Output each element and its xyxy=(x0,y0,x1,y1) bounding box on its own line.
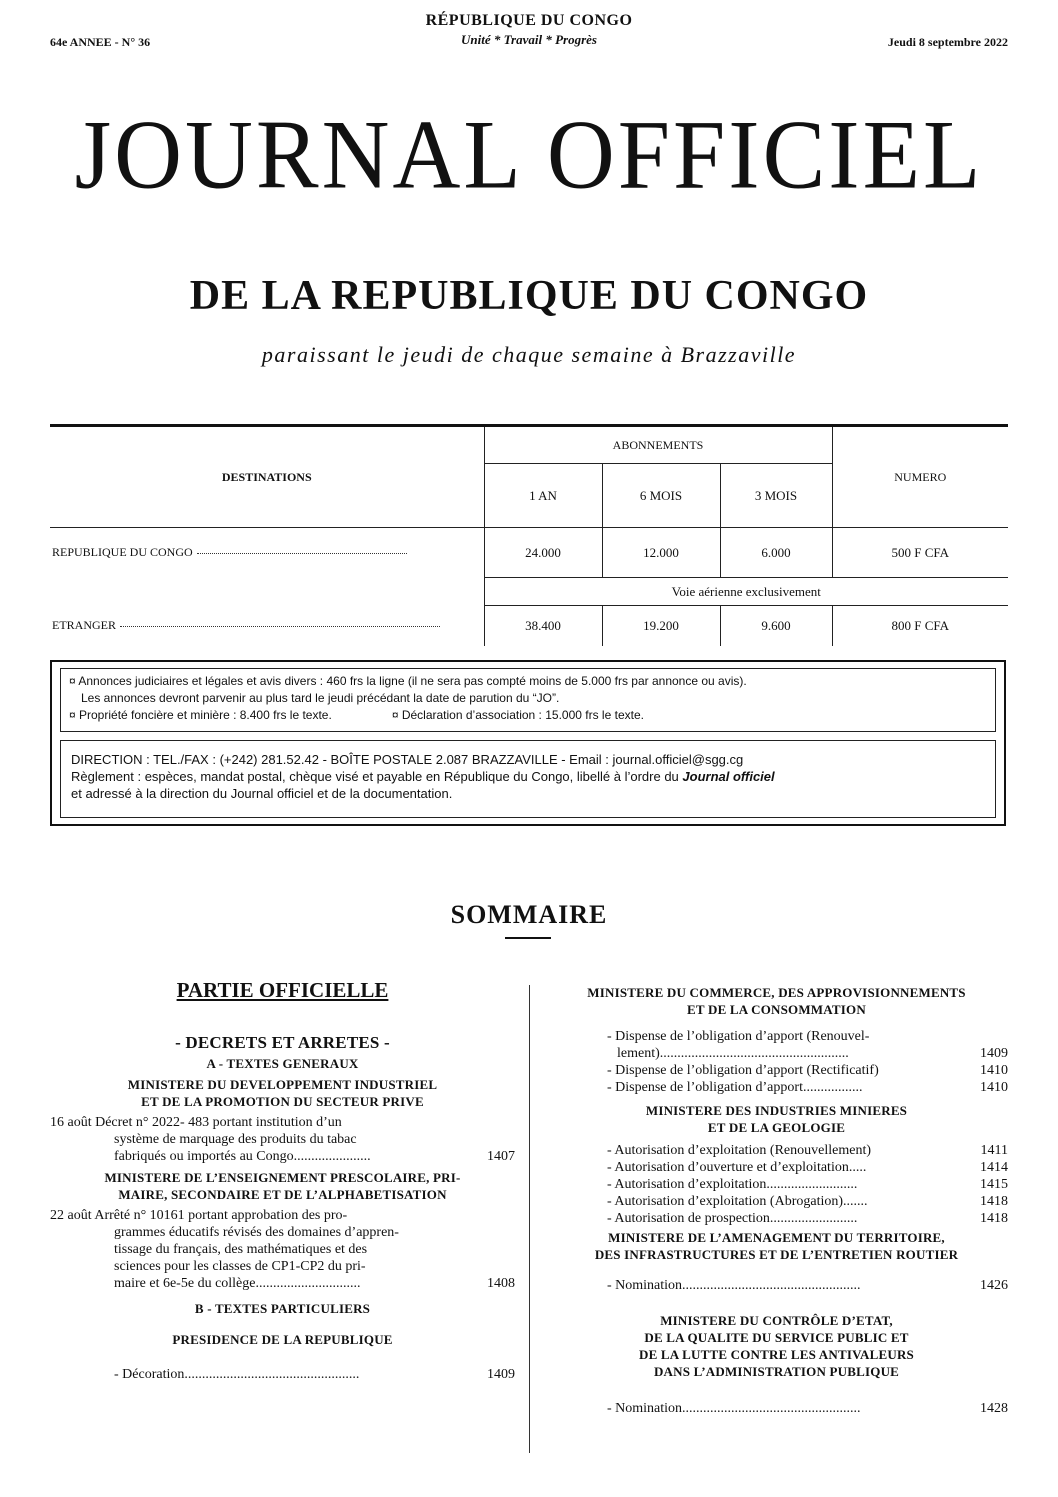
row-congo-3mois: 6.000 xyxy=(720,528,832,578)
entry-mine-2: - Autorisation d’ouverture et d’exploitation..... 1414 xyxy=(607,1160,1008,1175)
row-etranger-label: ETRANGER xyxy=(50,606,484,646)
col-abonnements: ABONNEMENTS xyxy=(484,426,832,464)
ministry-controle-3: DE LA LUTTE CONTRE LES ANTIVALEURS xyxy=(639,1347,914,1362)
ministry-controle-1: MINISTERE DU CONTRÔLE D’ETAT, xyxy=(660,1313,893,1328)
notice-line-1: ¤ Annonces judiciaires et légales et avis divers : 460 frs la ligne (il ne sera pas compté moins de 5.000 frs par annonce ou avis). xyxy=(69,674,747,688)
sommaire-heading: SOMMAIRE xyxy=(450,900,608,929)
ministry-commerce-1: MINISTERE DU COMMERCE, DES APPROVISIONNEMENTS xyxy=(587,985,966,1000)
entry-decret-483: 16 août Décret n° 2022- 483 portant institution d’un système de marquage des produits du tabac fabriqués ou importés au Congo...................... 1407 xyxy=(50,1115,515,1164)
row-congo-6mois: 12.000 xyxy=(602,528,720,578)
row-congo-numero: 500 F CFA xyxy=(832,528,1008,578)
ministry-controle-4: DANS L’ADMINISTRATION PUBLIQUE xyxy=(653,1364,900,1379)
row-congo-1an: 24.000 xyxy=(484,528,602,578)
sommaire-rule xyxy=(505,937,551,939)
textes-particuliers: B - TEXTES PARTICULIERS xyxy=(194,1301,371,1316)
entry-decoration: - Décoration.................................................. 1409 xyxy=(114,1367,515,1382)
col-destinations: DESTINATIONS xyxy=(50,426,484,528)
republic-name: RÉPUBLIQUE DU CONGO xyxy=(425,12,633,29)
notices-box xyxy=(60,668,996,732)
subscription-table xyxy=(50,424,1008,646)
entry-mine-5: - Autorisation de prospection......................... 1418 xyxy=(607,1211,1008,1226)
col-numero: NUMERO xyxy=(832,426,1008,528)
ministry-amenagement-1: MINISTERE DE L’AMENAGEMENT DU TERRITOIRE, xyxy=(608,1230,945,1245)
tagline: paraissant le jeudi de chaque semaine à Brazzaville xyxy=(261,342,797,367)
info-box xyxy=(50,660,1006,826)
direction-box xyxy=(60,740,996,818)
presidence: PRESIDENCE DE LA REPUBLIQUE xyxy=(172,1332,393,1347)
row-congo-label: REPUBLIQUE DU CONGO xyxy=(50,528,484,578)
entry-nomination-2: - Nomination................................................... 1428 xyxy=(607,1401,1008,1416)
row-etranger-1an: 38.400 xyxy=(484,606,602,646)
notice-line-2: Les annonces devront parvenir au plus tard le jeudi précédant la date de parution du “JO”. xyxy=(81,691,560,705)
ministry-amenagement-2: DES INFRASTRUCTURES ET DE L’ENTRETIEN ROUTIER xyxy=(594,1247,959,1262)
row-etranger-3mois: 9.600 xyxy=(720,606,832,646)
left-column xyxy=(50,1034,515,1383)
motto: Unité * Travail * Progrès xyxy=(460,32,597,47)
column-divider xyxy=(529,985,530,1453)
right-column xyxy=(545,984,1008,1417)
entry-dispense-2: - Dispense de l’obligation d’apport (Rectificatif) 1410 xyxy=(607,1063,1008,1078)
ministry-enseignement-2: MAIRE, SECONDAIRE ET DE L’ALPHABETISATION xyxy=(118,1187,447,1202)
col-1an: 1 AN xyxy=(484,464,602,528)
row-etranger-numero: 800 F CFA xyxy=(832,606,1008,646)
direction-line-3: et adressé à la direction du Journal officiel et de la documentation. xyxy=(71,786,453,801)
notice-line-3: ¤ Propriété foncière et minière : 8.400 frs le texte. ¤ Déclaration d’association : 15.000 frs le texte. xyxy=(69,708,644,722)
textes-generaux: A - TEXTES GENERAUX xyxy=(206,1056,359,1071)
entry-dispense-1: - Dispense de l’obligation d’apport (Renouvel- lement)...................................................... 1409 xyxy=(607,1029,1008,1061)
masthead-subtitle: DE LA REPUBLIQUE DU CONGO xyxy=(189,273,869,319)
ministry-mines-1: MINISTERE DES INDUSTRIES MINIERES xyxy=(645,1103,908,1118)
ministry-industrie-2: ET DE LA PROMOTION DU SECTEUR PRIVE xyxy=(141,1094,424,1109)
direction-line-2: Règlement : espèces, mandat postal, chèque visé et payable en République du Congo, libellé à l’ordre du Journal officiel xyxy=(71,769,775,784)
decrets-heading: - DECRETS ET ARRETES - xyxy=(175,1033,390,1052)
masthead-title: JOURNAL OFFICIEL xyxy=(74,100,984,210)
ministry-enseignement-1: MINISTERE DE L’ENSEIGNEMENT PRESCOLAIRE, PRI- xyxy=(104,1170,461,1185)
col-6mois: 6 MOIS xyxy=(602,464,720,528)
issue-date: Jeudi 8 septembre 2022 xyxy=(887,35,1008,49)
entry-mine-3: - Autorisation d’exploitation.......................... 1415 xyxy=(607,1177,1008,1192)
entry-arrete-10161: 22 août Arrêté n° 10161 portant approbation des pro- grammes éducatifs révisés des domaines d’appren- tissage du français, des mathématiques et des sciences pour les classes de CP1-CP2 du pri- maire et 6e-5e du collège.............................. 1408 xyxy=(50,1208,515,1291)
ministry-mines-2: ET DE LA GEOLOGIE xyxy=(707,1120,846,1135)
ministry-controle-2: DE LA QUALITE DU SERVICE PUBLIC ET xyxy=(644,1330,909,1345)
row-etranger-6mois: 19.200 xyxy=(602,606,720,646)
entry-dispense-3: - Dispense de l’obligation d’apport................. 1410 xyxy=(607,1080,1008,1095)
spacer-cell xyxy=(50,578,484,606)
entry-mine-1: - Autorisation d’exploitation (Renouvellement) 1411 xyxy=(607,1143,1008,1158)
partie-officielle: PARTIE OFFICIELLE xyxy=(176,978,389,1002)
col-3mois: 3 MOIS xyxy=(720,464,832,528)
issue-number: 64e ANNEE - N° 36 xyxy=(50,35,151,49)
ministry-commerce-2: ET DE LA CONSOMMATION xyxy=(687,1002,866,1017)
ministry-industrie-1: MINISTERE DU DEVELOPPEMENT INDUSTRIEL xyxy=(127,1077,438,1092)
voie-aerienne: Voie aérienne exclusivement xyxy=(484,578,1008,606)
direction-line-1: DIRECTION : TEL./FAX : (+242) 281.52.42 - BOÎTE POSTALE 2.087 BRAZZAVILLE - Email : journal.officiel@sgg.cg xyxy=(71,752,744,767)
entry-nomination-1: - Nomination................................................... 1426 xyxy=(607,1278,1008,1293)
entry-mine-4: - Autorisation d’exploitation (Abrogation)....... 1418 xyxy=(607,1194,1008,1209)
